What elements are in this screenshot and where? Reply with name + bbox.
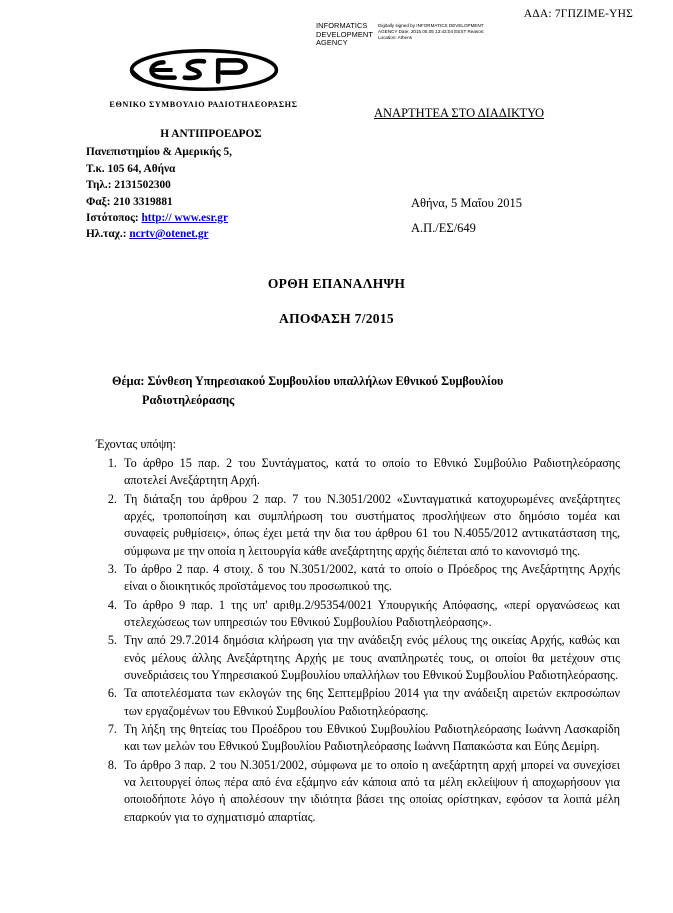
- contact-block: [86, 126, 336, 243]
- list-item: 3. Το άρθρο 2 παρ. 4 στοιχ. δ του Ν.3051/2002, κατά το οποίο ο Πρόεδρος της Ανεξάρτητης Αρχής είναι ο διοικητικός προϊστάμενος του προσωπικού της.: [120, 561, 620, 596]
- digital-signature-block: [316, 22, 490, 48]
- list-item: 6. Τα αποτελέσματα των εκλογών της 6ης Σεπτεμβρίου 2014 για την ανάδειξη αιρετών εκπροσώπων των εργαζομένων του Εθνικού Συμβουλίου Ραδιοτηλεόρασης.: [120, 685, 620, 720]
- subject-label: Θέμα:: [112, 374, 145, 388]
- address-line-2: Τ.κ. 105 64, Αθήνα: [86, 162, 176, 175]
- email-label: Ηλ.ταχ.:: [86, 228, 127, 241]
- list-item: 2. Τη διάταξη του άρθρου 2 παρ. 7 του Ν.3051/2002 «Συνταγματικά κατοχυρωμένες ανεξάρτητες αρχές, τροποποίηση και συμπλήρωση του συστήματος προσλήψεων στο δημόσιο τομέα και συναφείς ρυθμίσεις», όπως έχει μετά την δια του άρθρου 61 του Ν.4055/2012 αντικατάσταση της, σύμφωνα με την οποία η λειτουργία κάθε ανεξάρτητης αρχής διέπεται από το κανονισμό της.: [120, 491, 620, 560]
- email-row: [86, 226, 336, 242]
- address-line-1: Πανεπιστημίου & Αμερικής 5,: [86, 146, 232, 159]
- list-item: 8. Το άρθρο 3 παρ. 2 του Ν.3051/2002, σύμφωνα με το οποίο η ανεξάρτητη αρχή μπορεί να συνεχίσει να λειτουργεί όπως πέρα από ένα εξάμηνο εάν κάποια από τα μέλη εκλείψουν ή αποχωρήσουν για οποιοδήποτε λόγο ή απολέσουν την ιδιότητα βάσει της οποίας ορίστηκαν, εφόσον τα λοιπά μέλη επαρκούν για το σχηματισμό απαρτίας.: [120, 757, 620, 826]
- list-item: 7. Τη λήξη της θητείας του Προέδρου του Εθνικού Συμβουλίου Ραδιοτηλεόρασης Ιωάννη Λασκαρίδη και των μελών του Εθνικού Συμβουλίου Ραδιοτηλεόρασης Ιωάννη Παπακώστα και Εύης Δεμίρη.: [120, 721, 620, 756]
- list-item: 4. Το άρθρο 9 παρ. 1 της υπ' αριθμ.2/95354/0021 Υπουργικής Απόφασης, «περί οργανώσεως και στελεχώσεως των υπηρεσιών του Εθνικού Συμβουλίου Ραδιοτηλεόρασης».: [120, 597, 620, 632]
- esr-logo-mark: [128, 48, 280, 92]
- clause-list: [96, 455, 620, 827]
- phone-label: Τηλ.:: [86, 179, 112, 192]
- logo-caption: ΕΘΝΙΚΟ ΣΥΜΒΟΥΛΙΟ ΡΑΔΙΟΤΗΛΕΟΡΑΣΗΣ: [109, 100, 298, 109]
- website-label: Ιστότοπος:: [86, 211, 139, 224]
- phone-value: 2131502300: [114, 179, 171, 192]
- phone-row: [86, 177, 336, 193]
- subject-line-2: Ραδιοτηλεόρασης: [142, 392, 235, 407]
- signature-agency-name: INFORMATICS DEVELOPMENT AGENCY: [316, 21, 373, 48]
- body-intro: Έχοντας υπόψη:: [96, 437, 177, 451]
- protocol-number: Α.Π./ΕΣ/649: [411, 221, 476, 235]
- correct-repetition-title: ΟΡΘΗ ΕΠΑΝΑΛΗΨΗ: [267, 276, 406, 291]
- place-and-date: Αθήνα, 5 Μαΐου 2015: [411, 196, 522, 210]
- list-item: 5. Την από 29.7.2014 δημόσια κλήρωση για την ανάδειξη ενός μέλους της οικείας Αρχής, καθώς και ενός μέλους άλλης Ανεξάρτητης Αρχής με τους αναπληρωτές τους, οι οποίοι θα μετέχουν στις συνεδριάσεις του Υπηρεσιακού Συμβουλίου υπαλλήλων του Εθνικού Συμβουλίου Ραδιοτηλεόρασης.: [120, 632, 620, 684]
- fax-row: [86, 194, 336, 210]
- vice-president-title: Η ΑΝΤΙΠΡΟΕΔΡΟΣ: [160, 128, 262, 140]
- subject-line-1: Σύνθεση Υπηρεσιακού Συμβουλίου υπαλλήλων Εθνικού Συμβουλίου: [147, 374, 504, 388]
- signature-details: Digitally signed by INFORMATICS DEVELOPMENT AGENCY Date: 2015.05.05 13:43:04 EEST Reason: Location: Athens: [378, 23, 485, 40]
- website-link[interactable]: http:// www.esr.gr: [141, 211, 228, 224]
- publication-notice: ΑΝΑΡΤΗΤΕΑ ΣΤΟ ΔΙΑΔΙΚΤΥΟ: [374, 106, 545, 120]
- subject-block: [112, 372, 582, 410]
- decision-title: ΑΠΟΦΑΣΗ 7/2015: [279, 311, 394, 326]
- website-row: [86, 210, 336, 226]
- email-link[interactable]: ncrtv@otenet.gr: [129, 228, 209, 241]
- fax-value: 210 3319881: [113, 195, 173, 208]
- fax-label: Φαξ:: [86, 195, 111, 208]
- ada-code: ΑΔΑ: 7ΓΠΖΙΜΕ-ΥΗΣ: [523, 8, 633, 20]
- esr-logo: [86, 48, 321, 109]
- list-item: 1. Το άρθρο 15 παρ. 2 του Συντάγματος, κατά το οποίο το Εθνικό Συμβούλιο Ραδιοτηλεόρασης αποτελεί Ανεξάρτητη Αρχή.: [120, 455, 620, 490]
